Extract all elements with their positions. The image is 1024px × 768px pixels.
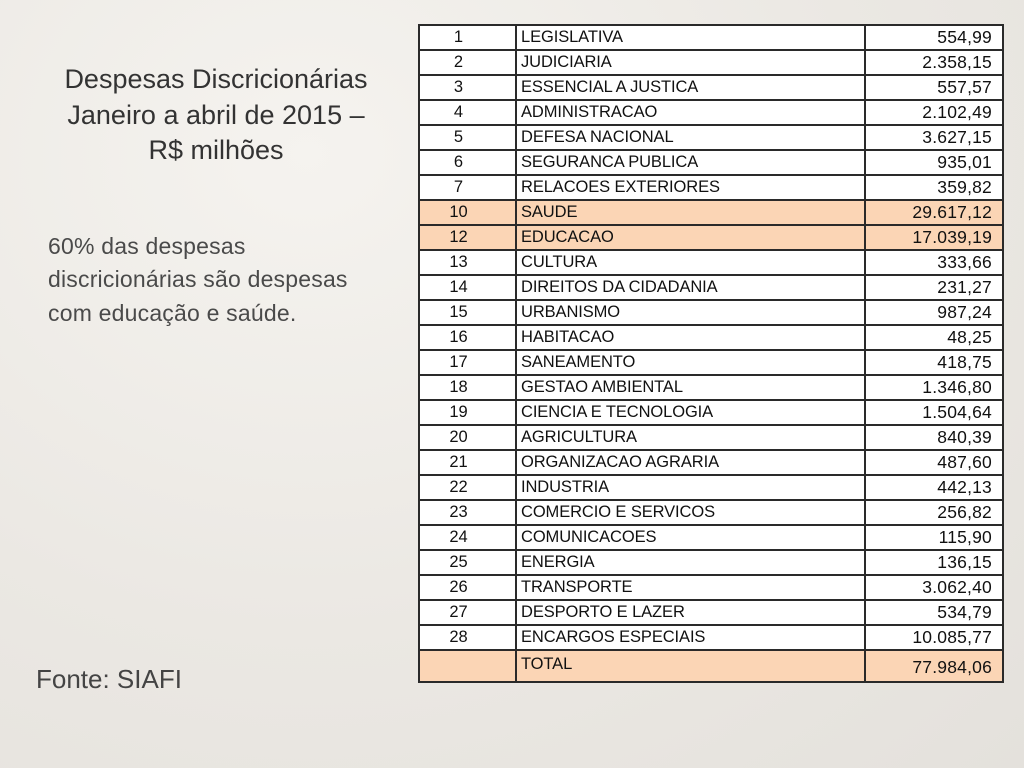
table-row [419,350,1003,375]
table-row [419,550,1003,575]
table-row [419,100,1003,125]
row-name-cell: TRANSPORTE [516,575,865,600]
row-value-cell: 29.617,12 [865,200,1003,225]
row-name-cell: AGRICULTURA [516,425,865,450]
row-name-cell: COMUNICACOES [516,525,865,550]
table-row [419,200,1003,225]
row-code-cell: 24 [419,525,516,550]
table-row [419,150,1003,175]
table-row [419,250,1003,275]
table-row [419,225,1003,250]
slide-title: Despesas Discricionárias Janeiro a abril de 2015 – R$ milhões [64,64,368,166]
table-row [419,600,1003,625]
table-row [419,450,1003,475]
table-row [419,525,1003,550]
expense-table [418,24,1004,683]
row-code-cell: 18 [419,375,516,400]
row-name-cell: URBANISMO [516,300,865,325]
row-code-cell: 16 [419,325,516,350]
row-code-cell: 15 [419,300,516,325]
row-name-cell: HABITACAO [516,325,865,350]
row-value-cell: 17.039,19 [865,225,1003,250]
row-name-cell: DIREITOS DA CIDADANIA [516,275,865,300]
row-name-cell: ADMINISTRACAO [516,100,865,125]
table-row [419,300,1003,325]
row-code-cell: 1 [419,25,516,50]
row-code-cell: 25 [419,550,516,575]
table-row [419,500,1003,525]
row-code-cell: 5 [419,125,516,150]
row-code-cell: 17 [419,350,516,375]
row-name-cell: RELACOES EXTERIORES [516,175,865,200]
table-row [419,575,1003,600]
row-code-cell: 10 [419,200,516,225]
row-value-cell: 534,79 [865,600,1003,625]
row-code-cell: 12 [419,225,516,250]
row-name-cell: SEGURANCA PUBLICA [516,150,865,175]
row-code-cell: 21 [419,450,516,475]
total-code-cell [419,650,516,682]
row-value-cell: 136,15 [865,550,1003,575]
row-code-cell: 22 [419,475,516,500]
row-code-cell: 13 [419,250,516,275]
row-value-cell: 3.627,15 [865,125,1003,150]
table-row [419,275,1003,300]
row-value-cell: 2.358,15 [865,50,1003,75]
row-name-cell: EDUCACAO [516,225,865,250]
row-name-cell: ESSENCIAL A JUSTICA [516,75,865,100]
row-code-cell: 7 [419,175,516,200]
total-label-cell: TOTAL [516,650,865,682]
table-row [419,50,1003,75]
expense-table-body [419,25,1003,682]
row-code-cell: 20 [419,425,516,450]
row-value-cell: 442,13 [865,475,1003,500]
row-code-cell: 28 [419,625,516,650]
table-row [419,325,1003,350]
table-row [419,25,1003,50]
row-value-cell: 359,82 [865,175,1003,200]
table-row [419,475,1003,500]
table-row [419,75,1003,100]
row-code-cell: 27 [419,600,516,625]
row-code-cell: 3 [419,75,516,100]
row-code-cell: 19 [419,400,516,425]
slide-body-text: 60% das despesas discricionárias são despesas com educação e saúde. [48,233,348,326]
row-name-cell: COMERCIO E SERVICOS [516,500,865,525]
expense-table-container [418,24,1002,683]
table-row [419,375,1003,400]
row-value-cell: 10.085,77 [865,625,1003,650]
row-name-cell: ENERGIA [516,550,865,575]
row-value-cell: 333,66 [865,250,1003,275]
table-row [419,425,1003,450]
row-name-cell: ORGANIZACAO AGRARIA [516,450,865,475]
row-name-cell: DEFESA NACIONAL [516,125,865,150]
row-code-cell: 26 [419,575,516,600]
table-row [419,625,1003,650]
total-value-cell: 77.984,06 [865,650,1003,682]
row-name-cell: SANEAMENTO [516,350,865,375]
row-value-cell: 3.062,40 [865,575,1003,600]
row-name-cell: ENCARGOS ESPECIAIS [516,625,865,650]
table-row [419,175,1003,200]
row-code-cell: 14 [419,275,516,300]
row-name-cell: INDUSTRIA [516,475,865,500]
row-name-cell: CIENCIA E TECNOLOGIA [516,400,865,425]
row-value-cell: 2.102,49 [865,100,1003,125]
row-value-cell: 557,57 [865,75,1003,100]
row-code-cell: 6 [419,150,516,175]
row-value-cell: 1.346,80 [865,375,1003,400]
row-value-cell: 1.504,64 [865,400,1003,425]
table-row [419,400,1003,425]
row-value-cell: 487,60 [865,450,1003,475]
total-row [419,650,1003,682]
row-value-cell: 256,82 [865,500,1003,525]
row-name-cell: DESPORTO E LAZER [516,600,865,625]
row-name-cell: LEGISLATIVA [516,25,865,50]
row-code-cell: 23 [419,500,516,525]
row-value-cell: 231,27 [865,275,1003,300]
row-code-cell: 2 [419,50,516,75]
row-code-cell: 4 [419,100,516,125]
row-value-cell: 48,25 [865,325,1003,350]
row-value-cell: 418,75 [865,350,1003,375]
row-name-cell: SAUDE [516,200,865,225]
row-value-cell: 115,90 [865,525,1003,550]
row-name-cell: JUDICIARIA [516,50,865,75]
row-value-cell: 840,39 [865,425,1003,450]
table-row [419,125,1003,150]
row-value-cell: 554,99 [865,25,1003,50]
source-note: Fonte: SIAFI [36,664,182,694]
row-name-cell: GESTAO AMBIENTAL [516,375,865,400]
row-value-cell: 987,24 [865,300,1003,325]
row-value-cell: 935,01 [865,150,1003,175]
row-name-cell: CULTURA [516,250,865,275]
